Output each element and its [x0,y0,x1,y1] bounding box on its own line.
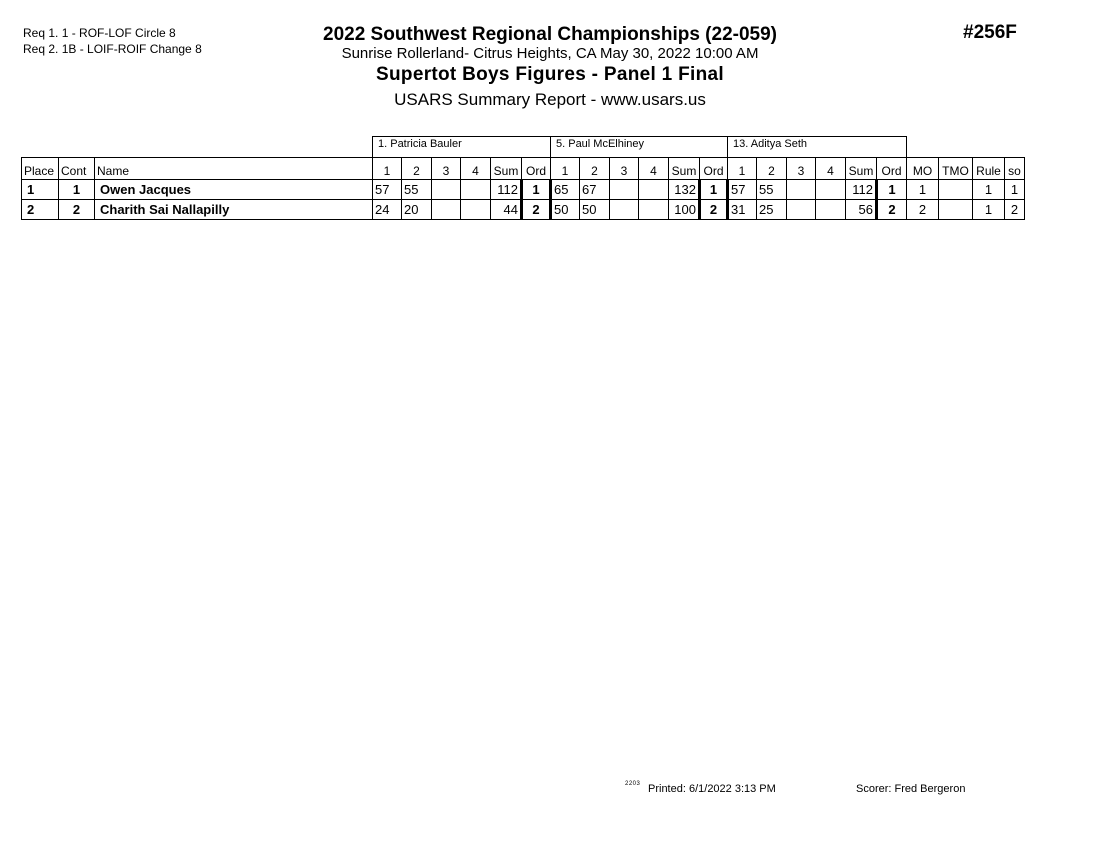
sum-cell: 112 [491,180,522,200]
judge-1-name: 1. Patricia Bauler [373,137,551,158]
score-cell [432,180,461,200]
col-j3-1: 1 [728,158,757,180]
score-cell: 55 [757,180,787,200]
report-name: USARS Summary Report - www.usars.us [394,90,706,109]
score-cell [461,180,491,200]
score-cell: 57 [373,180,402,200]
col-j1-4: 4 [461,158,491,180]
place-cell: 2 [22,200,59,220]
venue-line: Sunrise Rollerland- Citrus Heights, CA May 30, 2022 10:00 AM [341,45,759,62]
col-j3-4: 4 [816,158,846,180]
score-cell: 50 [551,200,580,220]
mo-cell: 2 [907,200,939,220]
col-place: Place [22,158,59,180]
score-cell [639,180,669,200]
so-cell: 1 [1005,180,1025,200]
judge-3-name: 13. Aditya Seth [728,137,907,158]
score-cell: 55 [402,180,432,200]
scorer-name: Scorer: Fred Bergeron [856,783,966,795]
sum-cell: 100 [669,200,700,220]
col-rule: Rule [973,158,1005,180]
col-j3-2: 2 [757,158,787,180]
score-cell [639,200,669,220]
competition-title: 2022 Southwest Regional Championships (22-059) [323,24,777,45]
score-cell: 24 [373,200,402,220]
footer-code: 2203 [625,781,641,787]
col-j2-1: 1 [551,158,580,180]
skater-name: Owen Jacques [95,180,373,200]
score-cell: 31 [728,200,757,220]
so-cell: 2 [1005,200,1025,220]
ordinal-cell: 1 [877,180,907,200]
sum-cell: 56 [846,200,877,220]
col-j2-3: 3 [610,158,639,180]
requirement-2: Req 2. 1B - LOIF-ROIF Change 8 [23,42,202,56]
col-j3-3: 3 [787,158,816,180]
score-cell [461,200,491,220]
col-name: Name [95,158,373,180]
score-cell [610,180,639,200]
ordinal-cell: 2 [877,200,907,220]
col-j2-ord: Ord [700,158,728,180]
tmo-cell [939,200,973,220]
requirement-1: Req 1. 1 - ROF-LOF Circle 8 [23,26,176,40]
mo-cell: 1 [907,180,939,200]
col-j2-sum: Sum [669,158,700,180]
event-number: #256F [963,22,1017,43]
score-cell: 67 [580,180,610,200]
col-j2-2: 2 [580,158,610,180]
rule-cell: 1 [973,180,1005,200]
ordinal-cell: 1 [522,180,551,200]
col-j1-sum: Sum [491,158,522,180]
column-header-row [22,158,1025,180]
judge-header-row [22,137,1025,158]
col-j1-ord: Ord [522,158,551,180]
score-cell [787,180,816,200]
col-j1-3: 3 [432,158,461,180]
printed-timestamp: Printed: 6/1/2022 3:13 PM [648,783,776,795]
score-cell: 57 [728,180,757,200]
score-cell [816,180,846,200]
tmo-cell [939,180,973,200]
sum-cell: 112 [846,180,877,200]
score-cell: 20 [402,200,432,220]
score-cell [610,200,639,220]
cont-cell: 2 [59,200,95,220]
col-j2-4: 4 [639,158,669,180]
table-row [22,200,1025,220]
table-row [22,180,1025,200]
score-cell: 25 [757,200,787,220]
skater-name: Charith Sai Nallapilly [95,200,373,220]
ordinal-cell: 2 [522,200,551,220]
col-j3-sum: Sum [846,158,877,180]
place-cell: 1 [22,180,59,200]
event-name: Supertot Boys Figures - Panel 1 Final [376,64,724,85]
col-cont: Cont [59,158,95,180]
score-cell [432,200,461,220]
sum-cell: 132 [669,180,700,200]
cont-cell: 1 [59,180,95,200]
score-cell [787,200,816,220]
score-cell: 65 [551,180,580,200]
col-tmo: TMO [939,158,973,180]
score-cell: 50 [580,200,610,220]
col-mo: MO [907,158,939,180]
results-table [21,136,1025,220]
col-j1-1: 1 [373,158,402,180]
judge-2-name: 5. Paul McElhiney [551,137,728,158]
col-so: so [1005,158,1025,180]
rule-cell: 1 [973,200,1005,220]
col-j1-2: 2 [402,158,432,180]
ordinal-cell: 1 [700,180,728,200]
score-cell [816,200,846,220]
sum-cell: 44 [491,200,522,220]
ordinal-cell: 2 [700,200,728,220]
col-j3-ord: Ord [877,158,907,180]
